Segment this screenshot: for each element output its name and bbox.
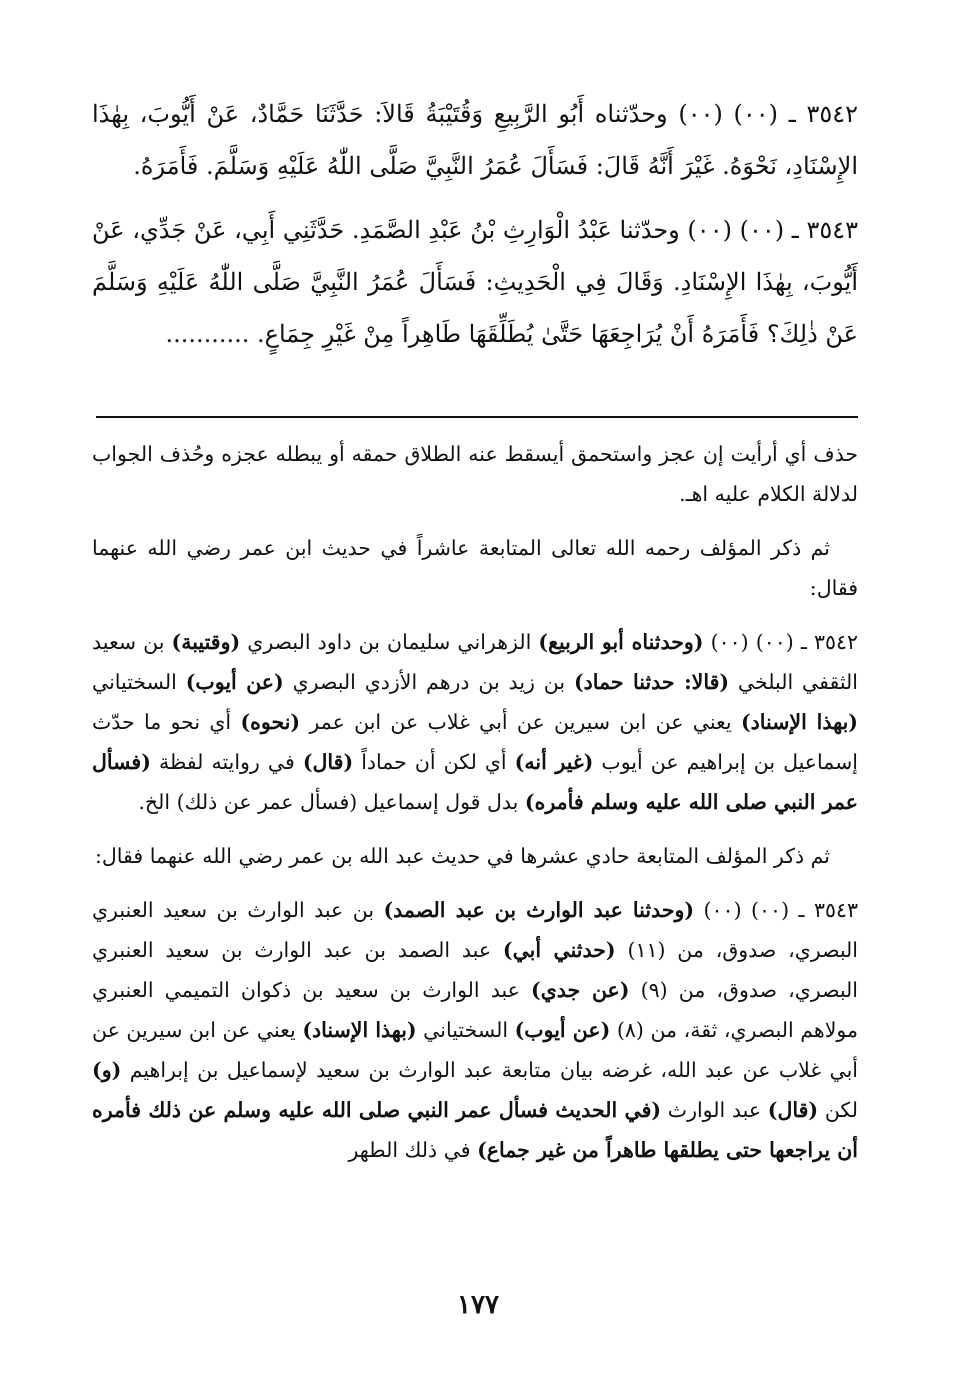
hadith-3542 [92,88,858,192]
text-run: في روايته لفظة [150,750,303,774]
hadith-line: أَيُّوبَ، بِهٰذَا الإِسْنَادِ، نَحْوَهُ. غَيْرَ أَنَّهُ قَالَ: فَسَأَلَ عُمَرُ النَّبِيَّ صَلَّى اللّٰهُ عَلَيْهِ وَسَلَّمَ. [92,100,858,180]
text-run: يعني عن ابن سيرين عن أبي غلاب عن ابن عمر [300,710,741,734]
hadith-line: فَأَمَرَهُ. [133,152,199,180]
text-run: الزهراني سليمان بن داود البصري [240,630,539,654]
text-run: ٣٥٤٣ ـ (٠٠) (٠٠) [694,898,859,922]
bold-run: (فسأل عمر النبي صلى الله عليه وسلم فأمره) [92,750,858,814]
page-number: ١٧٧ [457,1290,499,1320]
bold-run: (نحوه) [240,710,301,734]
text-run: عبد الصمد بن عبد الوارث بن سعيد العنبري البصري، صدوق، من (٩) [92,938,858,1002]
bold-run: (وحدثنا عبد الوارث بن عبد الصمد) [383,898,695,922]
hadith-line: جَدِّي، عَنْ أَيُّوبَ، بِهٰذَا الإِسْنَادِ. وَقَالَ فِي الْحَدِيثِ: فَسَأَلَ عُمَرُ النَّبِيَّ صَلَّى اللّٰهُ عَلَيْهِ [92,216,858,296]
text-run: ٣٥٤٢ ـ (٠٠) (٠٠) [703,630,859,654]
ellipsis-dots: ........... [165,320,250,348]
commentary-block [92,434,858,1184]
hadith-3543 [92,204,858,360]
text-run: بن سعيد الثقفي البلخي [92,630,858,694]
bold-run: (حدثني أبي) [502,938,616,962]
text-run: السختياني [416,1018,515,1042]
text-run: أي لكن أن حماداً [353,750,515,774]
bold-run: (بهذا الإسناد) [740,710,858,734]
text-run: يعني عن ابن سيرين عن أبي غلاب عن عبد الله، غرضه بيان متابعة عبد الوارث بن سعيد لإسماعيل بن إبراهيم [92,1018,858,1082]
text-run: عبد الوارث بن سعيد بن ذكوان التميمي العنبري مولاهم البصري، ثقة، من (٨) [92,978,858,1042]
hadith-line: ٣٥٤٢ ـ (٠٠) (٠٠) وحدّثناه أَبُو الرَّبِيعِ وَقُتَيْبَةُ قَالاَ: حَدَّثَنَا حَمَّادٌ، عَنْ [206,100,858,128]
bold-run: (في الحديث فسأل عمر النبي صلى الله عليه وسلم عن ذلك فأمره أن يراجعها حتى يطلقها طاهراً من غير جماع) [92,1098,858,1162]
footnote-divider [96,416,858,418]
commentary-paragraph-3542 [92,622,858,822]
bold-run: (عن جدي) [531,978,630,1002]
text-run: في ذلك الطهر [348,1138,478,1162]
commentary-paragraph: حذف أي أرأيت إن عجز واستحمق أيسقط عنه الطلاق حمقه أو يبطله عجزه وحُذف الجواب لدلالة الكلام عليه اهـ. [92,442,858,506]
text-run: بن زيد بن درهم الأزدي البصري [283,670,574,694]
bold-run: (قالا: حدثنا حماد) [573,670,730,694]
bold-run: (و) [92,1058,122,1082]
text-run: لكن [818,1098,858,1122]
bold-run: (غير أنه) [514,750,594,774]
bold-run: (وحدثناه أبو الربيع) [538,630,704,654]
bold-run: (عن أيوب) [514,1018,611,1042]
bold-run: (قال) [767,1098,819,1122]
bold-run: (بهذا الإسناد) [302,1018,417,1042]
hadith-line: ٣٥٤٣ ـ (٠٠) (٠٠) وحدّثنا عَبْدُ الْوَارِثِ بْنُ عَبْدِ الصَّمَدِ. حَدَّثَنِي أَبِي، عَنْ [193,216,859,244]
text-run: أي نحو ما حدّث إسماعيل بن إبراهيم عن أيوب [92,710,858,774]
hadith-text-block [92,88,858,360]
commentary-paragraph-3543 [92,890,858,1170]
commentary-paragraph: ثم ذكر المؤلف رحمه الله تعالى المتابعة عاشراً في حديث ابن عمر رضي الله عنهما فقال: [92,536,858,600]
text-run: عبد الوارث [661,1098,768,1122]
hadith-line: وَسَلَّمَ عَنْ ذٰلِكَ؟ فَأَمَرَهُ أَنْ يُرَاجِعَهَا حَتَّىٰ يُطَلِّقَهَا طَاهِراً مِنْ غَيْرِ جِمَاعٍ. [92,268,858,348]
text-run: بن عبد الوارث بن سعيد العنبري البصري، صدوق، من (١١) [92,898,858,962]
text-run: السختياني [92,670,186,694]
bold-run: (قال) [302,750,354,774]
bold-run: (وقتيبة) [171,630,241,654]
text-run: بدل قول إسماعيل (فسأل عمر عن ذلك) الخ. [138,790,525,814]
bold-run: (عن أيوب) [185,670,284,694]
commentary-paragraph: ثم ذكر المؤلف المتابعة حادي عشرها في حديث عبد الله بن عمر رضي الله عنهما فقال: [95,844,830,868]
